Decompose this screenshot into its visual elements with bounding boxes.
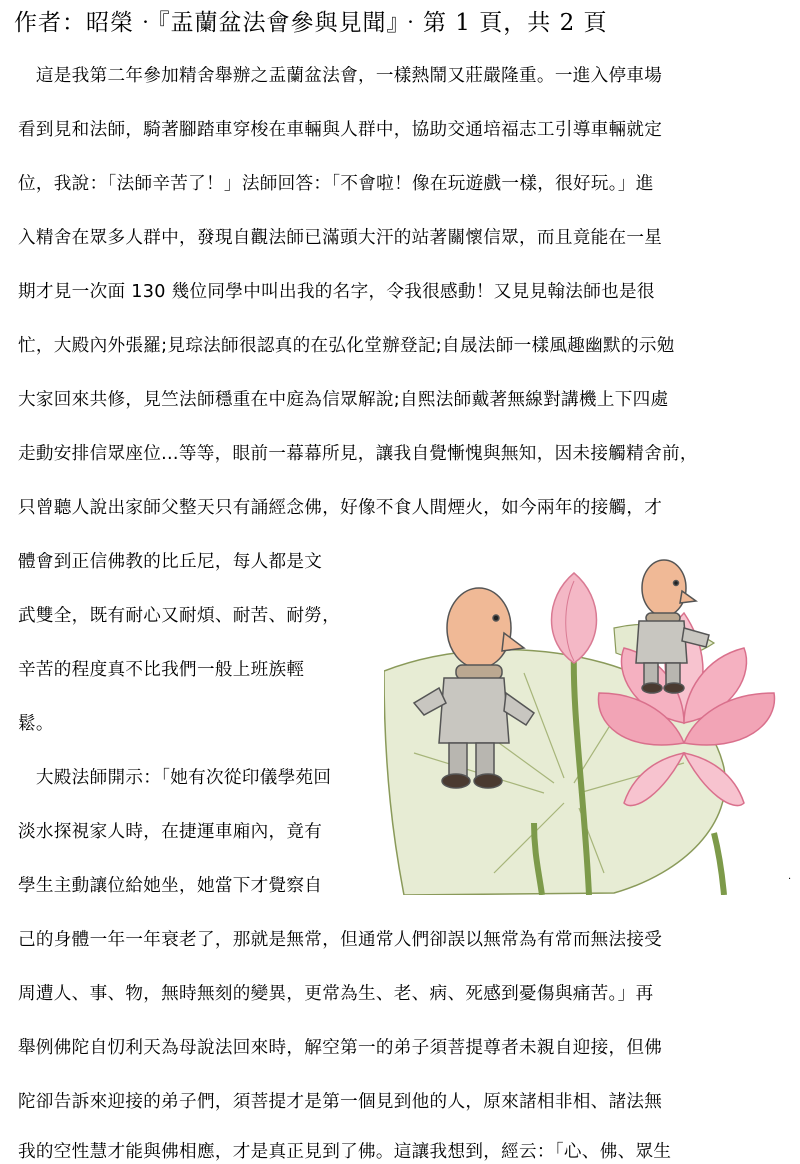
paragraph-line: 武雙全，既有耐心又耐煩、耐苦、耐勞， xyxy=(18,606,341,626)
paragraph-line: 陀卻告訴來迎接的弟子們，須菩提才是第一個見到他的人，原來諸相非相、諸法無 xyxy=(18,1092,663,1112)
paragraph-line: 看到見和法師，騎著腳踏車穿梭在車輛與人群中，協助交通培福志工引導車輛就定 xyxy=(18,120,663,140)
paragraph-line: 入精舍在眾多人群中，發現自觀法師已滿頭大汗的站著關懷信眾，而且竟能在一星 xyxy=(18,228,663,248)
paragraph-line: 期才見一次面 130 幾位同學中叫出我的名字，令我很感動！又見見翰法師也是很 xyxy=(18,282,655,302)
lotus-monks-illustration xyxy=(384,553,800,895)
paragraph-line: 淡水探視家人時，在捷運車廂內，竟有 xyxy=(18,822,323,842)
paragraph-line: 舉例佛陀自忉利天為母說法回來時，解空第一的弟子須菩提尊者未親自迎接，但佛 xyxy=(18,1038,663,1058)
paragraph-line: 位，我說：「法師辛苦了！」法師回答：「不會啦！像在玩遊戲一樣，很好玩。」進 xyxy=(18,174,654,194)
paragraph-line: 我的空性慧才能與佛相應，才是真正見到了佛。這讓我想到，經云：「心、佛、眾生 xyxy=(18,1142,672,1162)
paragraph-line: 周遭人、事、物，無時無刻的變異，更常為生、老、病、死感到憂傷與痛苦。」再 xyxy=(18,984,654,1004)
paragraph-line: 體會到正信佛教的比丘尼，每人都是文 xyxy=(18,552,323,572)
page-mark: · xyxy=(788,874,792,885)
paragraph-line: 學生主動讓位給她坐，她當下才覺察自 xyxy=(18,876,323,896)
paragraph-line: 忙，大殿內外張羅;見琮法師很認真的在弘化堂辦登記;自晟法師一樣風趣幽默的示勉 xyxy=(18,336,675,356)
paragraph-line: 大殿法師開示：「她有次從印儀學苑回 xyxy=(18,768,332,788)
paragraph-line: 只曾聽人說出家師父整天只有誦經念佛，好像不食人間煙火，如今兩年的接觸，才 xyxy=(18,498,663,518)
page-header: 作者：昭榮‧『盂蘭盆法會參與見聞』‧第 1 頁，共 2 頁 xyxy=(14,10,608,36)
paragraph-line: 大家回來共修，見竺法師穩重在中庭為信眾解說;自熙法師戴著無線對講機上下四處 xyxy=(18,390,669,410)
paragraph-line: 鬆。 xyxy=(18,714,54,734)
paragraph-line: 己的身體一年一年衰老了，那就是無常，但通常人們卻誤以無常為有常而無法接受 xyxy=(18,930,663,950)
paragraph-line: 這是我第二年參加精舍舉辦之盂蘭盆法會，一樣熱鬧又莊嚴隆重。一進入停車場 xyxy=(18,66,663,86)
paragraph-line: 走動安排信眾座位...等等，眼前一幕幕所見，讓我自覺慚愧與無知，因未接觸精舍前， xyxy=(18,444,698,464)
paragraph-line: 辛苦的程度真不比我們一般上班族輕 xyxy=(18,660,305,680)
